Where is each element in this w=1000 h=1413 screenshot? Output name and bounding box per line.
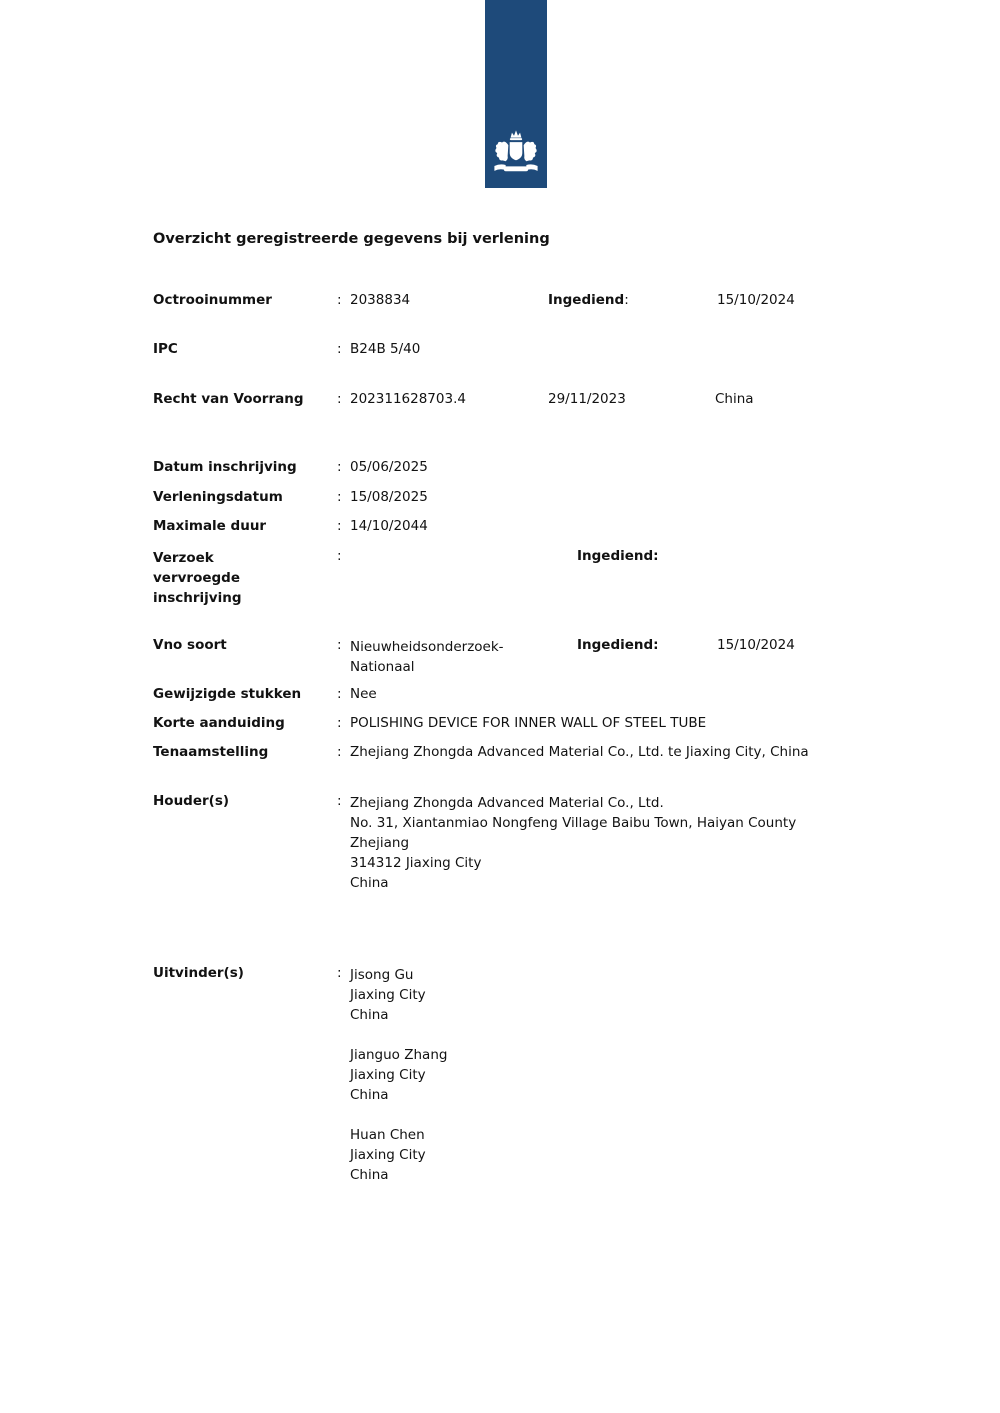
inventor-name: Jisong Gu — [350, 967, 414, 983]
field-row-gewijzigde-stukken — [0, 686, 1000, 706]
field-row-vno-soort — [0, 637, 1000, 675]
field-label: Gewijzigde stukken — [153, 686, 302, 702]
priority-country: China — [715, 391, 754, 407]
field-row-datum-inschrijving — [0, 459, 1000, 479]
page-title: Overzicht geregistreerde gegevens bij verlening — [153, 231, 550, 247]
field-label: Verleningsdatum — [153, 489, 283, 505]
field-row-octrooinummer — [0, 292, 1000, 312]
field-value: B24B 5/40 — [350, 341, 421, 357]
inventor-city: Jiaxing City — [350, 1147, 426, 1163]
field-row-houders — [0, 793, 1000, 891]
ingediend-label: Ingediend: — [548, 292, 629, 308]
field-value: Zhejiang Zhongda Advanced Material Co., Ltd. te Jiaxing City, China — [350, 744, 809, 760]
rijksoverheid-logo-banner — [485, 0, 547, 188]
priority-date: 29/11/2023 — [548, 391, 626, 407]
field-label: Houder(s) — [153, 793, 230, 809]
holder-city: 314312 Jiaxing City — [350, 855, 482, 871]
holder-street: No. 31, Xiantanmiao Nongfeng Village Baibu Town, Haiyan County — [350, 815, 797, 831]
inventor-name: Huan Chen — [350, 1127, 425, 1143]
inventor-city: Jiaxing City — [350, 987, 426, 1003]
field-label: Tenaamstelling — [153, 744, 269, 760]
ingediend-label: Ingediend: — [577, 637, 659, 653]
field-row-maximale-duur — [0, 518, 1000, 538]
field-row-ipc — [0, 341, 1000, 361]
holder-country: China — [350, 875, 389, 891]
colon: : — [337, 744, 342, 760]
inventors-block — [350, 965, 447, 1205]
holder-name: Zhejiang Zhongda Advanced Material Co., Ltd. — [350, 795, 664, 811]
inventor-entry — [350, 1125, 447, 1185]
field-row-recht-van-voorrang — [0, 391, 1000, 411]
ingediend-label: Ingediend: — [577, 548, 659, 564]
field-label: Verzoek vervroegde inschrijving — [153, 550, 242, 606]
colon: : — [337, 518, 342, 534]
colon: : — [337, 459, 342, 475]
holder-address-block — [350, 793, 796, 893]
inventor-name: Jianguo Zhang — [350, 1047, 448, 1063]
inventor-country: China — [350, 1007, 389, 1023]
field-value: Nieuwheidsonderzoek- Nationaal — [350, 639, 504, 675]
inventor-entry — [350, 1045, 447, 1105]
ingediend-date: 15/10/2024 — [717, 637, 795, 653]
colon: : — [337, 548, 342, 564]
field-label: IPC — [153, 341, 178, 357]
field-label: Vno soort — [153, 637, 227, 653]
field-label: Uitvinder(s) — [153, 965, 244, 981]
colon: : — [337, 793, 342, 809]
field-row-tenaamstelling — [0, 744, 1000, 764]
colon: : — [337, 489, 342, 505]
inventor-city: Jiaxing City — [350, 1067, 426, 1083]
colon: : — [337, 715, 342, 731]
field-row-verzoek-vervroegde-inschrijving — [0, 548, 1000, 606]
field-value: 2038834 — [350, 292, 411, 308]
field-label: Maximale duur — [153, 518, 267, 534]
field-row-verleningsdatum — [0, 489, 1000, 509]
colon: : — [337, 292, 342, 308]
holder-province: Zhejiang — [350, 835, 410, 851]
field-label: Octrooinummer — [153, 292, 272, 308]
colon: : — [337, 965, 342, 981]
colon: : — [337, 637, 342, 653]
field-label: Datum inschrijving — [153, 459, 297, 475]
field-value: Nee — [350, 686, 377, 702]
field-label: Recht van Voorrang — [153, 391, 304, 407]
field-value: 202311628703.4 — [350, 391, 466, 407]
field-value: POLISHING DEVICE FOR INNER WALL OF STEEL TUBE — [350, 715, 707, 731]
inventor-country: China — [350, 1167, 389, 1183]
ingediend-date: 15/10/2024 — [717, 292, 795, 308]
field-value: 14/10/2044 — [350, 518, 428, 534]
inventor-country: China — [350, 1087, 389, 1103]
coat-of-arms-icon — [489, 128, 543, 176]
field-row-korte-aanduiding — [0, 715, 1000, 735]
field-row-uitvinders — [0, 965, 1000, 1183]
field-label: Korte aanduiding — [153, 715, 285, 731]
field-value: 15/08/2025 — [350, 489, 428, 505]
colon: : — [337, 341, 342, 357]
colon: : — [337, 391, 342, 407]
field-value: 05/06/2025 — [350, 459, 428, 475]
inventor-entry — [350, 965, 447, 1025]
colon: : — [337, 686, 342, 702]
